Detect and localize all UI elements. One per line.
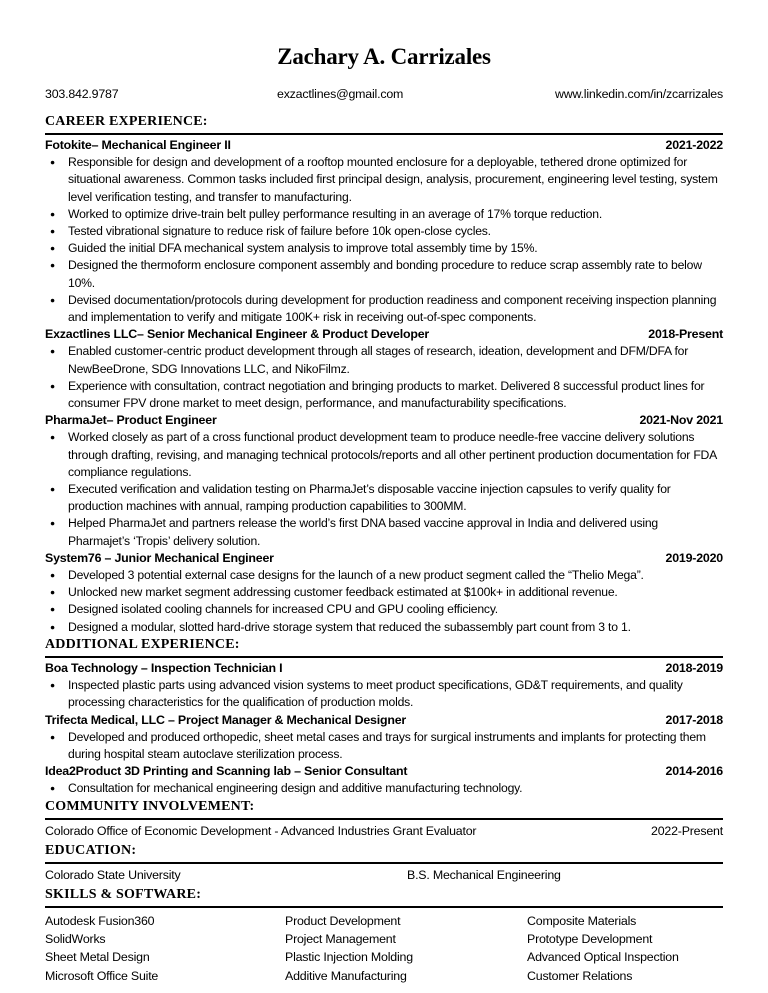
job-boa	[45, 660, 723, 712]
job-title: PharmaJet– Product Engineer	[45, 413, 217, 428]
bullet-item	[45, 257, 723, 291]
skill-item: Sheet Metal Design	[45, 950, 150, 965]
section-heading-education: EDUCATION:	[45, 843, 723, 864]
bullet-text: Helped PharmaJet and partners release the world’s first DNA based vaccine approval in India and delivered using Pharmajet’s ‘Tropis’ delivery solution.	[68, 516, 659, 548]
bullet-text: Designed a modular, slotted hard-drive storage system that reduced the subassembly part count from 3 to 1.	[68, 619, 631, 634]
job-idea2product	[45, 763, 723, 797]
bullet-text: Devised documentation/protocols during development for production readiness and component receiving inspection planning and implementation to verify and mitigate 100K+ risk in receiving out-of-spec components.	[68, 292, 717, 325]
bullet-item	[45, 677, 723, 711]
bullet-icon: ●	[50, 680, 55, 691]
bullet-icon: ●	[50, 783, 55, 794]
skill-item: Advanced Optical Inspection	[527, 950, 679, 965]
job-fotokite	[45, 137, 723, 326]
bullet-icon: ●	[50, 731, 55, 742]
bullet-item	[45, 154, 723, 206]
bullet-icon: ●	[50, 380, 55, 391]
skill-item: Prototype Development	[527, 932, 653, 947]
section-heading-career: CAREER EXPERIENCE:	[45, 114, 723, 135]
bullet-text: Developed 3 potential external case designs for the launch of a new product segment called the “Thelio Mega”.	[68, 568, 644, 583]
bullet-item	[45, 223, 723, 240]
bullet-text: Enabled customer-centric product development through all stages of research, ideation, development and DFM/DFA for NewBeeDrone, SDG Innovations LLC, and NikoFilmz.	[68, 344, 689, 376]
bullet-item	[45, 729, 723, 763]
skill-item: Product Development	[285, 913, 401, 928]
job-dates: 2019-2020	[665, 550, 723, 565]
skill-item: Additive Manufacturing	[285, 968, 407, 983]
job-dates: 2014-2016	[665, 764, 723, 779]
job-dates: 2018-Present	[648, 327, 723, 342]
bullet-item	[45, 481, 723, 515]
bullet-icon: ●	[50, 226, 55, 237]
bullet-icon: ●	[50, 570, 55, 581]
job-title: Boa Technology – Inspection Technician I	[45, 660, 283, 675]
job-title: Trifecta Medical, LLC – Project Manager & Mechanical Designer	[45, 712, 407, 727]
job-dates: 2018-2019	[665, 660, 723, 675]
bullet-icon: ●	[50, 346, 55, 357]
bullet-icon: ●	[50, 621, 55, 632]
linkedin-text: www.linkedin.com/in/zcarrizales	[554, 87, 723, 101]
skills-column-2	[285, 912, 527, 985]
bullet-item	[45, 515, 723, 549]
bullet-text: Unlocked new market segment addressing customer feedback estimated at $100k+ in additional revenue.	[68, 585, 618, 600]
contact-row	[45, 87, 723, 102]
section-career	[45, 135, 723, 636]
skills-grid	[45, 908, 723, 985]
section-heading-community: COMMUNITY INVOLVEMENT:	[45, 799, 723, 820]
bullet-icon: ●	[50, 587, 55, 598]
community-row	[45, 820, 723, 842]
bullet-text: Worked closely as part of a cross functional product development team to produce needle-free vaccine delivery solutions through drafting, revising, and managing technical protocols/reports and all other pertinent production documentation for FDA compliance regulations.	[68, 430, 717, 479]
community-entry: Colorado Office of Economic Development - Advanced Industries Grant Evaluator	[45, 823, 477, 838]
skill-item: Customer Relations	[527, 968, 633, 983]
section-heading-skills: SKILLS & SOFTWARE:	[45, 887, 723, 908]
bullet-icon: ●	[50, 432, 55, 443]
bullet-icon: ●	[50, 604, 55, 615]
bullet-icon: ●	[50, 294, 55, 305]
bullet-item	[45, 780, 723, 797]
bullet-text: Guided the initial DFA mechanical system analysis to improve total assembly time by 15%.	[68, 241, 538, 256]
bullet-text: Experience with consultation, contract negotiation and bringing products to market. Delivered 8 successful product lines for consumer FPV drone market to meet design, performance, and manufacturability specifications.	[68, 378, 705, 411]
skills-column-3	[527, 912, 723, 985]
email-text: exzactlines@gmail.com	[277, 87, 404, 101]
education-school: Colorado State University	[45, 867, 181, 882]
job-title: Idea2Product 3D Printing and Scanning lab – Senior Consultant	[45, 764, 408, 779]
job-dates: 2017-2018	[665, 712, 723, 727]
education-degree: B.S. Mechanical Engineering	[407, 867, 561, 882]
job-system76	[45, 550, 723, 636]
job-exzactlines	[45, 326, 723, 412]
job-title: Fotokite– Mechanical Engineer II	[45, 138, 231, 152]
skill-item: SolidWorks	[45, 932, 106, 947]
bullet-text: Designed the thermoform enclosure component assembly and bonding procedure to reduce scrap assembly rate to below 10%.	[68, 258, 702, 290]
page-title: Zachary A. Carrizales	[277, 44, 491, 69]
bullet-icon: ●	[50, 157, 55, 168]
bullet-text: Designed isolated cooling channels for increased CPU and GPU cooling efficiency.	[68, 602, 498, 617]
section-heading-additional: ADDITIONAL EXPERIENCE:	[45, 637, 723, 658]
bullet-text: Consultation for mechanical engineering design and additive manufacturing technology.	[68, 781, 523, 796]
skill-item: Plastic Injection Molding	[285, 950, 413, 965]
job-pharmajet	[45, 412, 723, 550]
bullet-item	[45, 292, 723, 326]
job-title: System76 – Junior Mechanical Engineer	[45, 550, 274, 565]
education-row	[45, 864, 723, 886]
bullet-icon: ●	[50, 260, 55, 271]
skill-item: Composite Materials	[527, 913, 637, 928]
bullet-icon: ●	[50, 484, 55, 495]
phone-text: 303.842.9787	[45, 87, 119, 101]
job-trifecta	[45, 712, 723, 764]
bullet-item	[45, 206, 723, 223]
bullet-item	[45, 343, 723, 377]
skill-item: Autodesk Fusion360	[45, 913, 155, 928]
bullet-text: Inspected plastic parts using advanced vision systems to meet product specifications, GD&T requirements, and quality processing characteristics for the qualification of production molds.	[68, 678, 683, 710]
job-dates: 2021-Nov 2021	[639, 413, 723, 428]
bullet-item	[45, 601, 723, 618]
bullet-item	[45, 429, 723, 481]
skill-item: Microsoft Office Suite	[45, 968, 159, 983]
community-dates: 2022-Present	[651, 823, 723, 838]
job-dates: 2021-2022	[665, 138, 723, 152]
bullet-item	[45, 584, 723, 601]
skill-item: Project Management	[285, 932, 396, 947]
skills-column-1	[45, 912, 285, 985]
bullet-item	[45, 619, 723, 636]
bullet-item	[45, 567, 723, 584]
bullet-icon: ●	[50, 208, 55, 219]
bullet-text: Developed and produced orthopedic, sheet metal cases and trays for surgical instruments and implants for protecting them during hospital steam autoclave sterilization process.	[68, 729, 706, 761]
bullet-icon: ●	[50, 243, 55, 254]
bullet-text: Responsible for design and development of a rooftop mounted enclosure for a deployable, tethered drone optimized for situational awareness. Common tasks included first principal design, analysis, procurement, engineering level testing, system level verification testing, and transfer to manufacturing.	[68, 155, 718, 204]
job-title: Exzactlines LLC– Senior Mechanical Engineer & Product Developer	[45, 327, 430, 342]
bullet-text: Worked to optimize drive-train belt pulley performance resulting in an average of 17% torque reduction.	[68, 206, 603, 221]
section-additional	[45, 658, 723, 798]
bullet-text: Executed verification and validation testing on PharmaJet’s disposable vaccine injection capsules to verify quality for production machines with annual, ramping production capabilities to 300MM.	[68, 482, 671, 514]
bullet-icon: ●	[50, 518, 55, 529]
bullet-item	[45, 240, 723, 257]
bullet-text: Tested vibrational signature to reduce risk of failure before 10k open-close cycles.	[68, 224, 491, 239]
bullet-item	[45, 378, 723, 412]
